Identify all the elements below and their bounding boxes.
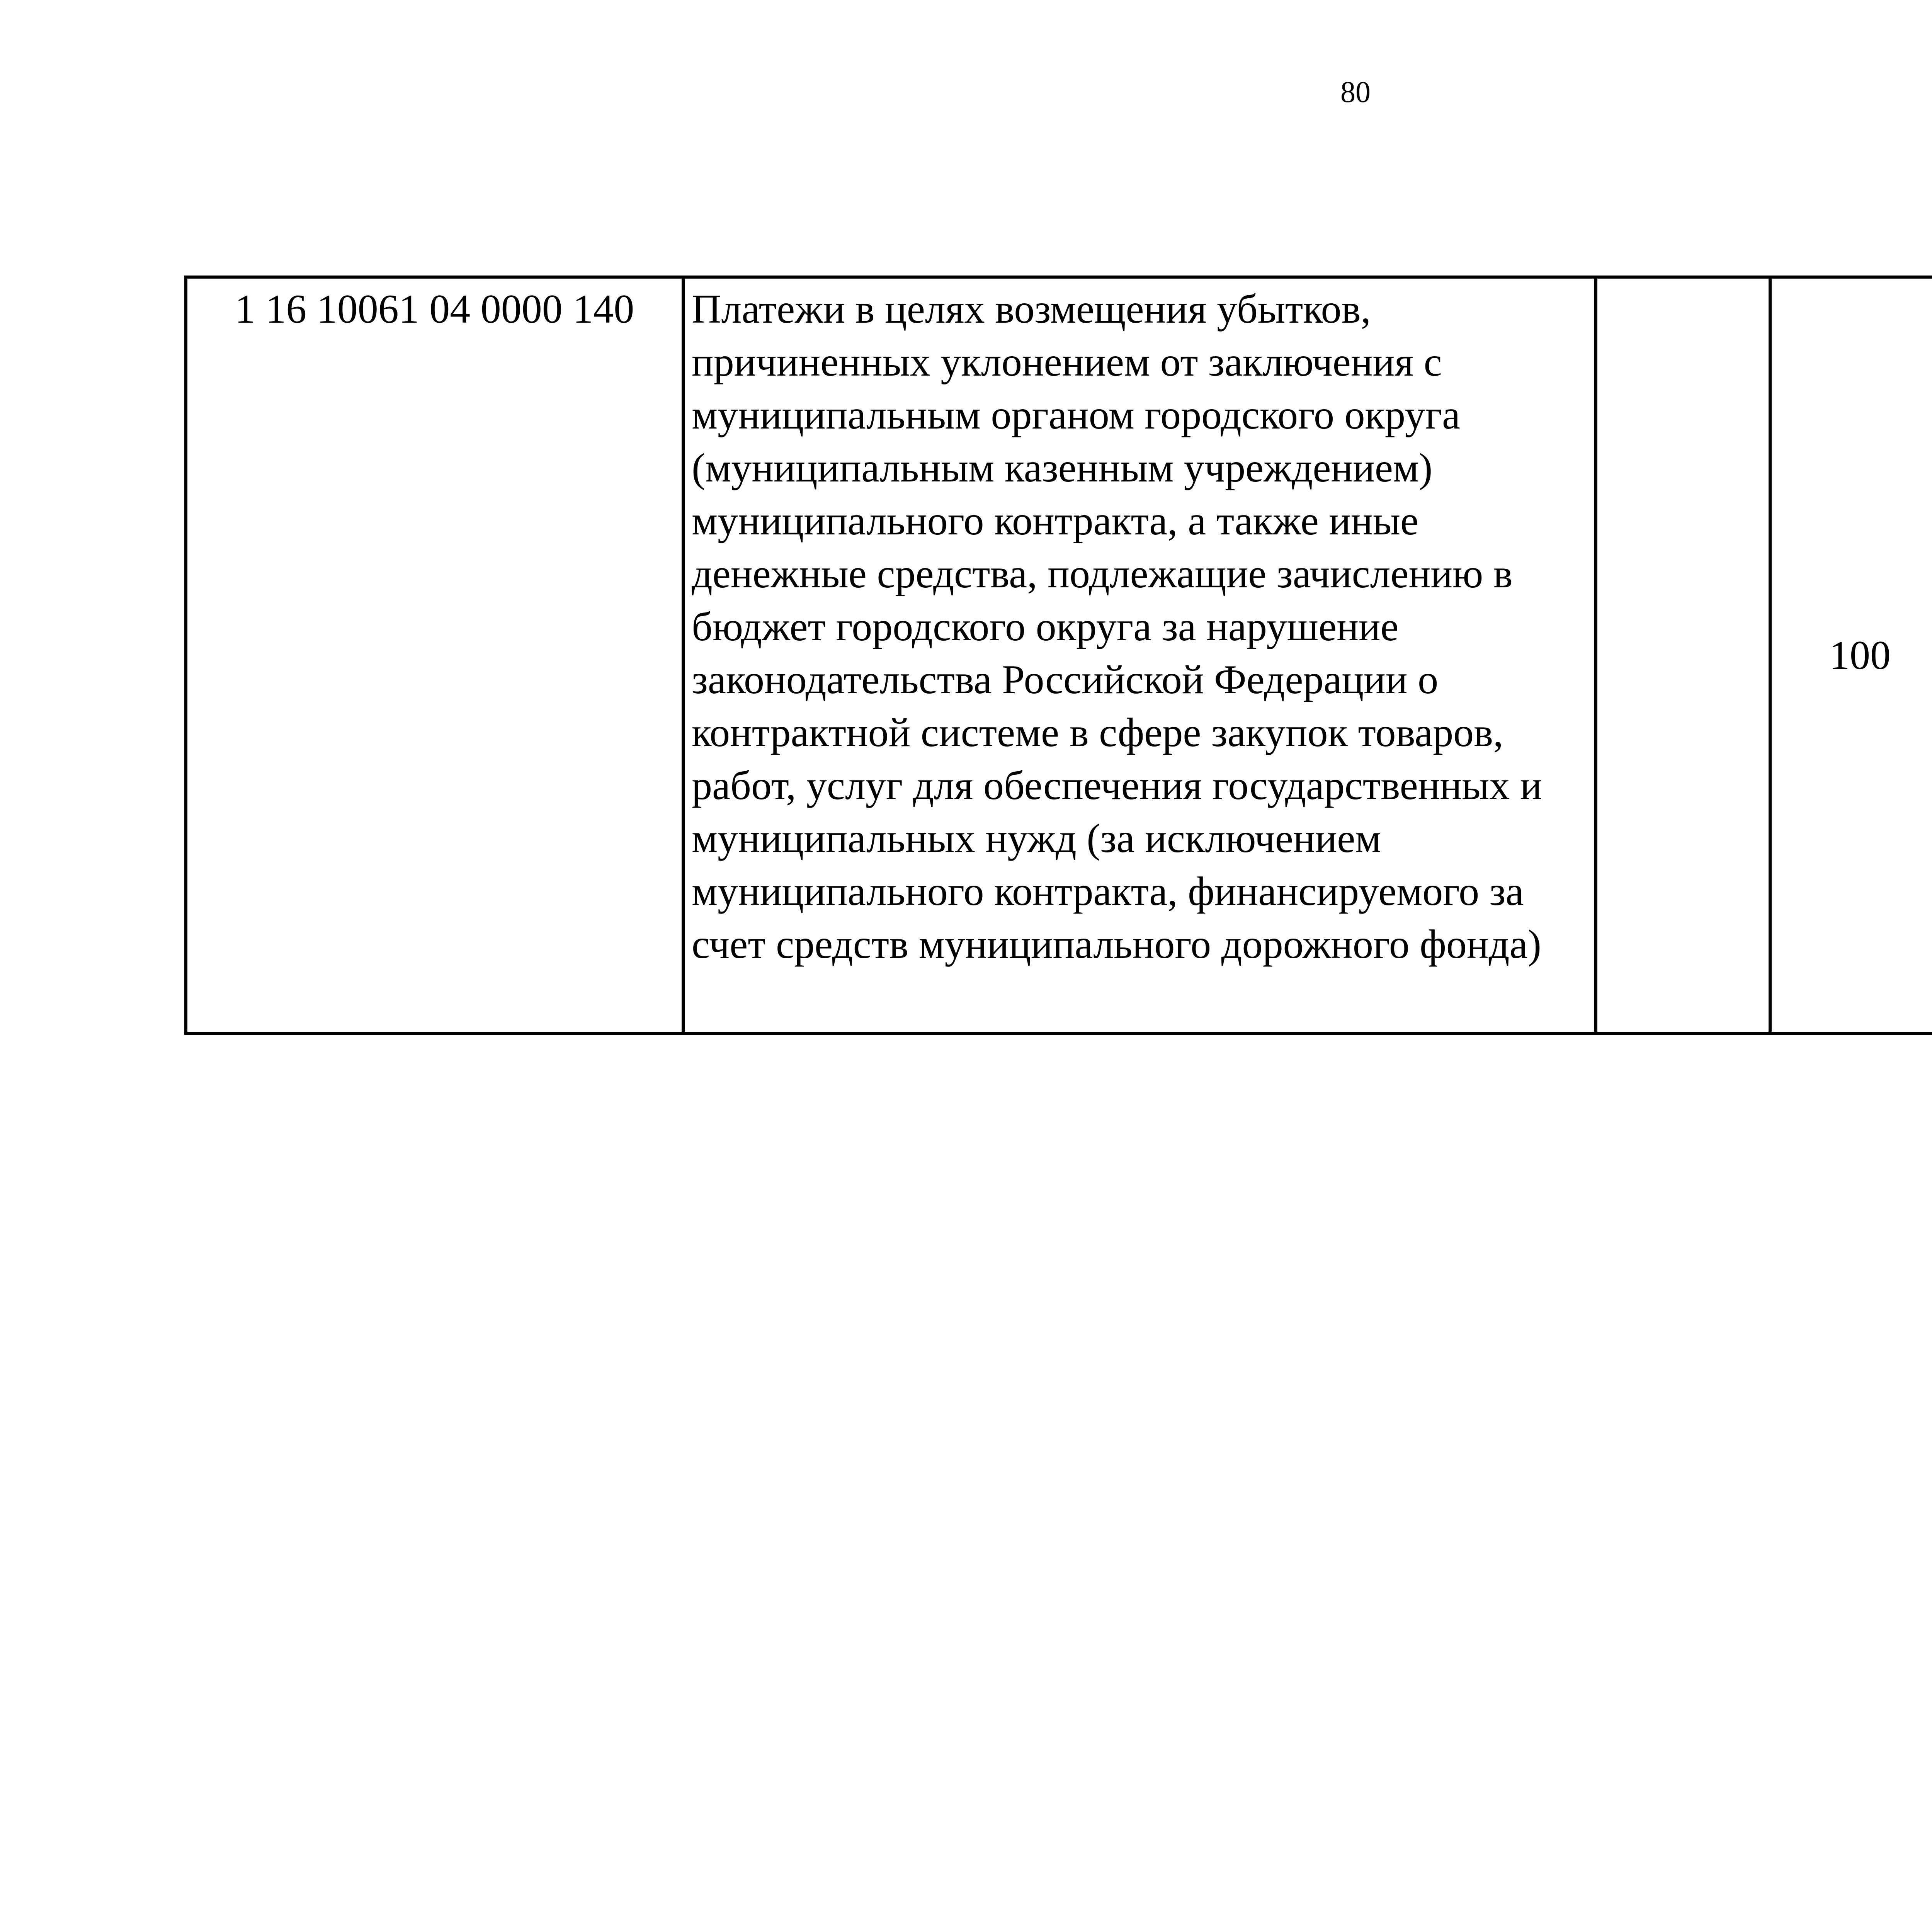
description-line: муниципального контракта, а также иные: [692, 498, 1419, 543]
description-line: Платежи в целях возмещения убытков,: [692, 286, 1371, 332]
empty-cell-col3: [1596, 277, 1770, 1033]
description-line: законодательства Российской Федерации о: [692, 657, 1439, 702]
description-line: денежные средства, подлежащие зачислению в: [692, 551, 1513, 596]
table-row: [186, 277, 1932, 1033]
description-line: муниципального контракта, финансируемого за: [692, 869, 1524, 914]
description-line: муниципальным органом городского округа: [692, 392, 1461, 437]
description-line: бюджет городского округа за нарушение: [692, 604, 1399, 649]
description-line: контрактной системе в сфере закупок товаров,: [692, 710, 1503, 755]
norm-percent-cell: 100: [1770, 277, 1932, 1033]
budget-table: [184, 276, 1932, 1035]
description-line: работ, услуг для обеспечения государственных и: [692, 763, 1542, 808]
page-number: 80: [1340, 75, 1371, 109]
description-line: (муниципальным казенным учреждением): [692, 445, 1433, 490]
description-line: причиненных уклонением от заключения с: [692, 339, 1442, 384]
description-line: счет средств муниципального дорожного фонда): [692, 922, 1541, 967]
description-line: муниципальных нужд (за исключением: [692, 816, 1381, 861]
budget-classification-code-cell: [186, 277, 683, 1033]
budget-classification-code: 1 16 10061 04 0000 140: [235, 286, 634, 332]
revenue-description-cell: [683, 277, 1596, 1033]
